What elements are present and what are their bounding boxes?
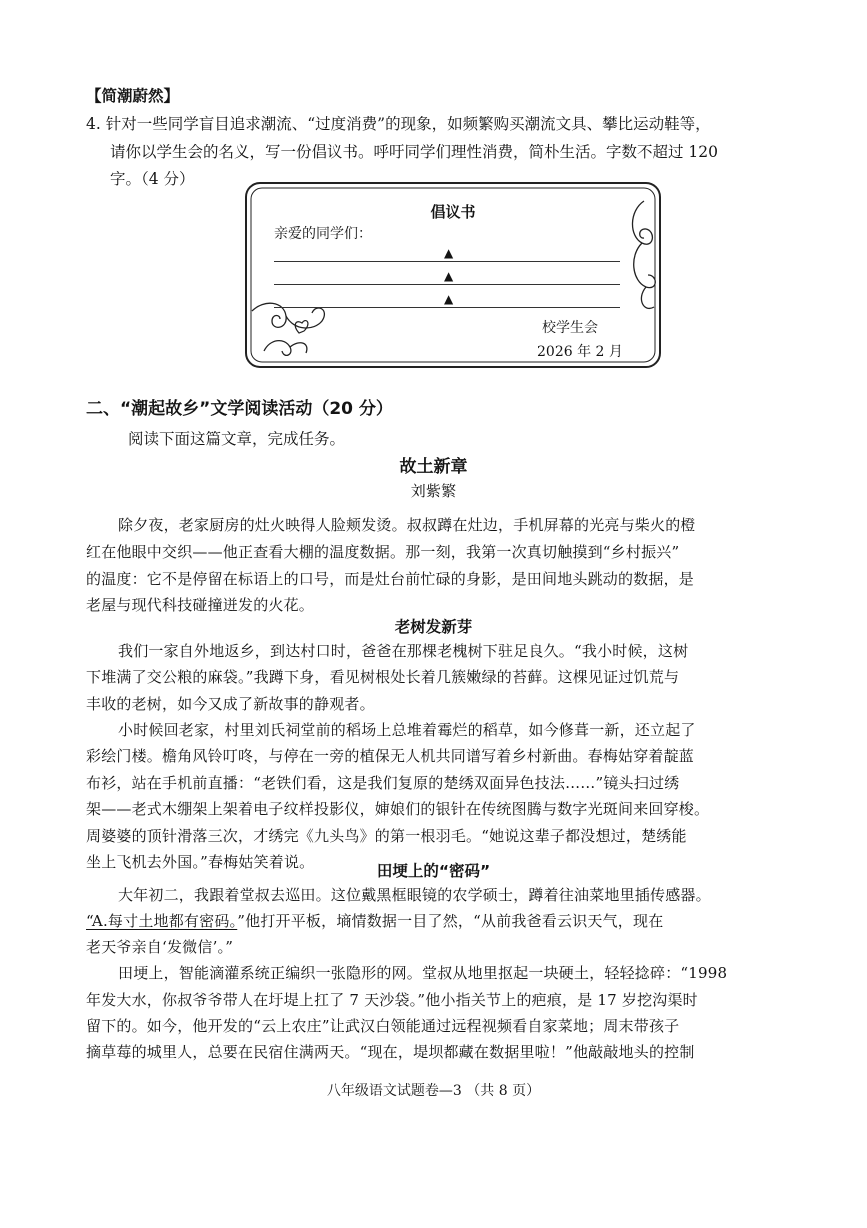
proposal-frame (244, 181, 662, 369)
paragraph-1-line: 老屋与现代科技碰撞迸发的火花。 (86, 596, 315, 614)
paragraph-5-line: 留下的。如今，他开发的“云上农庄”让武汉白领能通过远程视频看自家菜地；周末带孩子 (86, 1017, 680, 1035)
page-footer: 八年级语文试题卷—3 （共 8 页） (326, 1083, 541, 1099)
proposal-title: 倡议书 (430, 203, 476, 221)
proposal-date: 2026 年 2 月 (537, 344, 623, 360)
section-tag: 【简潮蔚然】 (86, 87, 180, 105)
question-4-line-3: 字。（4 分） (110, 170, 195, 188)
subheading-old-tree: 老树发新芽 (394, 618, 473, 636)
paragraph-2-line: 下堆满了交公粮的麻袋。”我蹲下身，看见树根处长着几簇嫩绿的苔藓。这棵见证过饥荒与 (86, 668, 680, 686)
part-2-heading: 二、“潮起故乡”文学阅读活动（20 分） (86, 399, 393, 419)
paragraph-3-line: 架——老式木绷架上架着电子纹样投影仪，婶娘们的银针在传统图腾与数字光斑间来回穿梭。 (86, 800, 710, 818)
paragraph-3-line: 彩绘门楼。檐角风铃叮咚，与停在一旁的植保无人机共同谱写着乡村新曲。春梅姑穿着靛蓝 (86, 747, 695, 765)
underlined-sentence-a: “A.每寸土地都有密码。 (86, 912, 238, 930)
paragraph-4-line: 老天爷亲自‘发微信’。” (86, 938, 234, 956)
proposal-signature: 校学生会 (542, 320, 598, 336)
article-author: 刘紫繁 (410, 482, 457, 500)
writing-line (274, 284, 620, 285)
paragraph-5-line: 年发大水，你叔爷爷带人在圩堤上扛了 7 天沙袋。”他小指关节上的疤痕，是 17 岁挖沟渠时 (86, 991, 698, 1009)
placeholder-triangle-icon: ▲ (444, 292, 454, 306)
question-4-line-1: 4. 针对一些同学盲目追求潮流、“过度消费”的现象，如频繁购买潮流文具、攀比运动鞋等， (86, 115, 711, 133)
paragraph-5-line: 田埂上，智能滴灌系统正编织一张隐形的网。堂叔从地里抠起一块硬土，轻轻捻碎：“1998 (118, 964, 728, 982)
article-title: 故土新章 (399, 457, 468, 477)
paragraph-2-line: 我们一家自外地返乡，到达村口时，爸爸在那棵老槐树下驻足良久。“我小时候，这树 (118, 642, 689, 660)
paragraph-5-line: 摘草莓的城里人，总要在民宿住满两天。“现在，堤坝都藏在数据里啦！”他敲敲地头的控制 (86, 1043, 695, 1061)
paragraph-2-line: 丰收的老树，如今又成了新故事的静观者。 (86, 695, 375, 713)
paragraph-4-line-rest: ”他打开平板，墒情数据一目了然，“从前我爸看云识天气，现在 (237, 912, 664, 930)
part-2-instruction: 阅读下面这篇文章，完成任务。 (128, 430, 346, 448)
paragraph-1-line: 的温度：它不是停留在标语上的口号，而是灶台前忙碌的身影，是田间地头跳动的数据，是 (86, 570, 695, 588)
placeholder-triangle-icon: ▲ (444, 246, 454, 260)
paragraph-4-line: 大年初二，我跟着堂叔去巡田。这位戴黑框眼镜的农学硕士，蹲着往油菜地里插传感器。 (118, 886, 711, 904)
paragraph-3-line: 周婆婆的顶针滑落三次，才绣完《九头鸟》的第一根羽毛。“她说这辈子都没想过，楚绣能 (86, 827, 687, 845)
subheading-field-code: 田埂上的“密码” (376, 862, 491, 880)
proposal-greeting: 亲爱的同学们： (274, 226, 372, 242)
placeholder-triangle-icon: ▲ (444, 269, 454, 283)
writing-line (274, 261, 620, 262)
paragraph-1-line: 除夕夜，老家厨房的灶火映得人脸颊发烫。叔叔蹲在灶边，手机屏幕的光亮与柴火的橙 (118, 516, 696, 534)
paragraph-4-line (86, 910, 663, 932)
paragraph-3-line: 布衫，站在手机前直播：“老铁们看，这是我们复原的楚绣双面异色技法……”镜头扫过绣 (86, 774, 680, 792)
writing-line (274, 307, 620, 308)
paragraph-1-line: 红在他眼中交织——他正查看大棚的温度数据。那一刻，我第一次真切触摸到“乡村振兴” (86, 543, 680, 561)
paragraph-3-line: 小时候回老家，村里刘氏祠堂前的稻场上总堆着霉烂的稻草，如今修葺一新，还立起了 (118, 721, 696, 739)
question-4-line-2: 请你以学生会的名义，写一份倡议书。呼吁同学们理性消费，简朴生活。字数不超过 120 (110, 143, 719, 161)
paragraph-3-line: 坐上飞机去外国。”春梅姑笑着说。 (86, 853, 315, 871)
